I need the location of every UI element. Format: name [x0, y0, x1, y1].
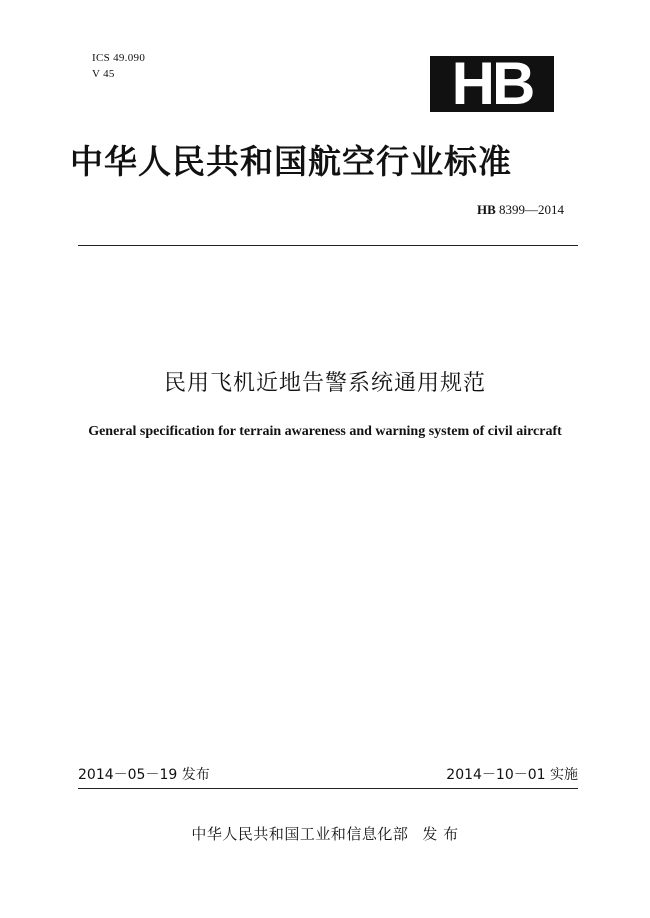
standard-number — [477, 202, 564, 218]
issuer-action: 发 布 — [422, 825, 459, 843]
standard-number-value: 8399—2014 — [499, 202, 564, 217]
bottom-divider — [78, 788, 578, 789]
document-title-english: General specification for terrain awareness and warning system of civil aircraft — [88, 424, 562, 439]
standard-number-prefix: HB — [476, 202, 496, 217]
document-title-chinese: 民用飞机近地告警系统通用规范 — [163, 371, 486, 396]
hb-logo: HB — [430, 56, 554, 112]
series-title: 中华人民共和国航空行业标准 — [70, 142, 512, 181]
implementation-date: 2014－10－01 实施 — [446, 767, 578, 783]
ccs-code: V 45 — [92, 68, 115, 80]
ics-code: ICS 49.090 — [92, 52, 146, 64]
top-divider — [78, 245, 578, 246]
issuer-name: 中华人民共和国工业和信息化部 — [191, 825, 409, 843]
issue-date: 2014－05－19 发布 — [78, 767, 210, 783]
issuing-authority — [0, 823, 650, 844]
